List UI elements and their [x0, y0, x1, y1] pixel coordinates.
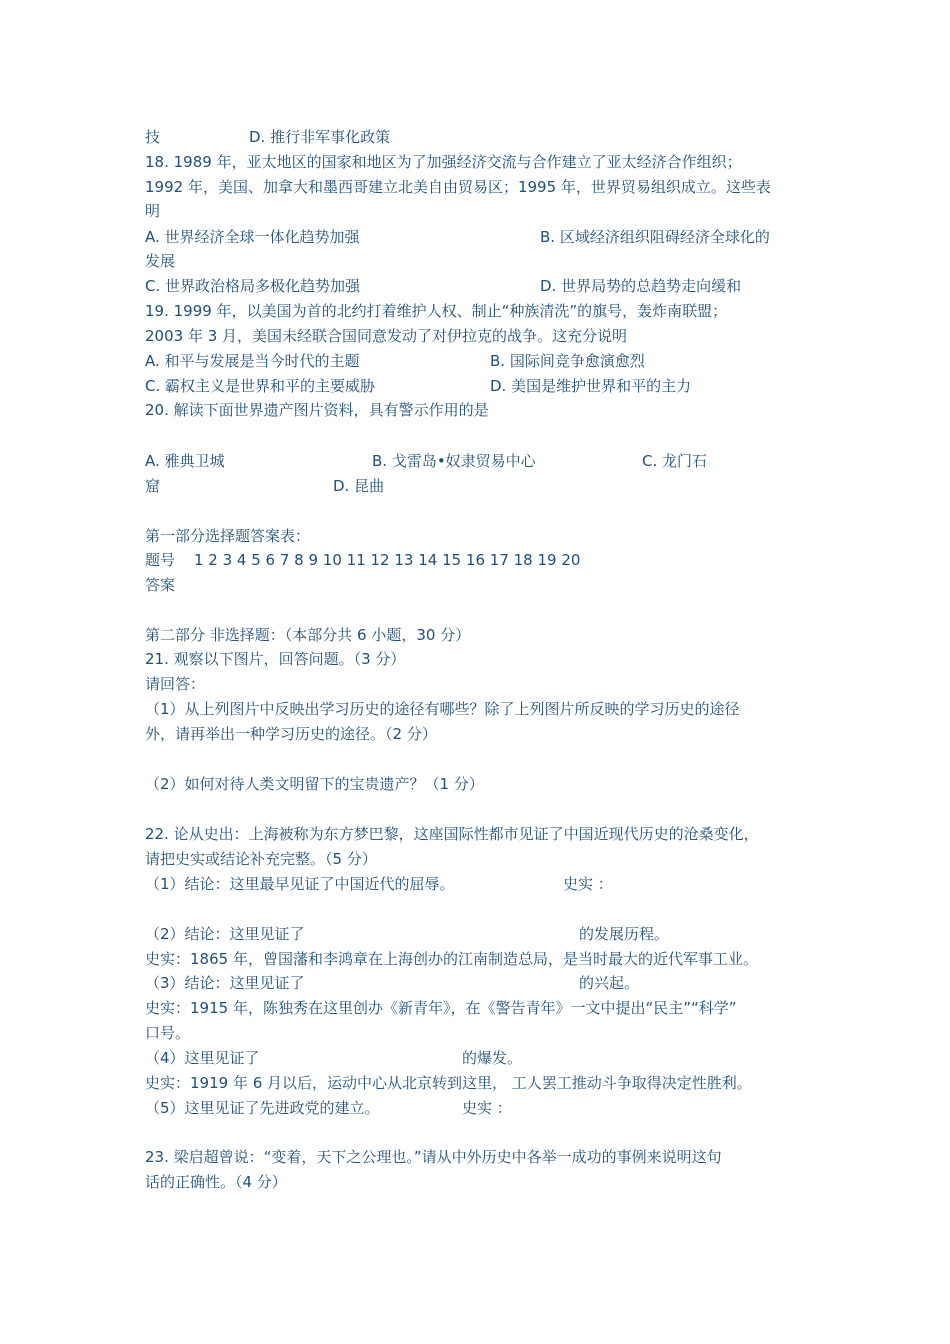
q23-stem-2: 话的正确性。（4 分） — [145, 1173, 287, 1191]
q22-sub4-conclusion-tail: 的爆发。 — [462, 1049, 523, 1067]
q20-stem: 20. 解读下面世界遗产图片资料，具有警示作用的是 — [145, 401, 489, 419]
answer-table-title: 第一部分选择题答案表： — [145, 527, 311, 545]
q19-option-a: A. 和平与发展是当今时代的主题 — [145, 352, 360, 370]
q17-option-d: D. 推行非军事化政策 — [249, 128, 391, 146]
q17-option-c-tail: 技 — [145, 128, 161, 146]
q19-option-d: D. 美国是维护世界和平的主力 — [490, 377, 692, 395]
q22-sub2-fact: 史实：1865 年，曾国藩和李鸿章在上海创办的江南制造总局，是当时最大的近代军事工业。 — [145, 950, 758, 968]
q22-sub3-fact: 史实：1915 年，陈独秀在这里创办《新青年》，在《警告青年》一文中提出“民主”“科学” — [145, 999, 737, 1017]
q21-ask: 请回答： — [145, 675, 206, 693]
q22-sub4-conclusion: （4）这里见证了 — [145, 1049, 260, 1067]
q22-sub4-fact: 史实：1919 年 6 月以后，运动中心从北京转到这里， 工人罢工推动斗争取得决定性胜利。 — [145, 1074, 752, 1092]
q19-option-b: B. 国际间竞争愈演愈烈 — [490, 352, 645, 370]
answer-numbers: 1 2 3 4 5 6 7 8 9 10 11 12 13 14 15 16 17 18 19 20 — [194, 551, 581, 569]
q19-stem-1: 19. 1999 年，以美国为首的北约打着维护人权、制止“种族清洗”的旗号，轰炸南联盟； — [145, 302, 728, 320]
q21-stem: 21. 观察以下图片，回答问题。（3 分） — [145, 650, 406, 668]
q23-stem-1: 23. 梁启超曾说：“变着，天下之公理也。”请从中外历史中各举一成功的事例来说明这句 — [145, 1148, 722, 1166]
q20-option-b: B. 戈雷岛•奴隶贸易中心 — [372, 452, 536, 470]
answer-number-label: 题号 — [145, 551, 176, 569]
q22-stem-1: 22. 论从史出：上海被称为东方梦巴黎，这座国际性都市见证了中国近现代历史的沧桑变化， — [145, 825, 759, 843]
q22-sub3-conclusion: （3）结论：这里见证了 — [145, 974, 305, 992]
q18-option-b: B. 区域经济组织阻碍经济全球化的 — [540, 228, 770, 246]
part-two-heading: 第二部分 非选择题：（本部分共 6 小题，30 分） — [145, 626, 471, 644]
q22-sub3-conclusion-tail: 的兴起。 — [579, 974, 640, 992]
q18-option-a: A. 世界经济全球一体化趋势加强 — [145, 228, 360, 246]
q21-sub2: （2）如何对待人类文明留下的宝贵遗产？（1 分） — [145, 775, 484, 793]
q22-sub5-conclusion: （5）这里见证了先进政党的建立。 — [145, 1099, 380, 1117]
q22-stem-2: 请把史实或结论补充完整。（5 分） — [145, 850, 377, 868]
q20-option-d: D. 昆曲 — [333, 477, 385, 495]
q22-sub2-conclusion-tail: 的发展历程。 — [579, 925, 670, 943]
q20-option-c: C. 龙门石 — [642, 452, 708, 470]
q22-sub2-conclusion: （2）结论：这里见证了 — [145, 925, 305, 943]
q18-option-d: D. 世界局势的总趋势走向缓和 — [540, 277, 742, 295]
q21-sub1-line1: （1）从上列图片中反映出学习历史的途径有哪些？除了上列图片所反映的学习历史的途径 — [145, 700, 740, 718]
q21-sub1-line2: 外，请再举出一种学习历史的途径。（2 分） — [145, 725, 437, 743]
q22-sub1-fact-label: 史实 ： — [563, 875, 613, 893]
q22-sub1-conclusion: （1）结论：这里最早见证了中国近代的屈辱。 — [145, 875, 455, 893]
q22-sub5-fact-label: 史实 ： — [462, 1099, 512, 1117]
q20-option-a: A. 雅典卫城 — [145, 452, 225, 470]
q20-option-c-tail: 窟 — [145, 477, 161, 495]
q22-sub3-fact-tail: 口号。 — [145, 1024, 191, 1042]
q18-stem-2: 1992 年，美国、加拿大和墨西哥建立北美自由贸易区；1995 年，世界贸易组织成立。这些表 — [145, 178, 771, 196]
q18-stem-1: 18. 1989 年，亚太地区的国家和地区为了加强经济交流与合作建立了亚太经济合作组织； — [145, 153, 742, 171]
q19-stem-2: 2003 年 3 月，美国未经联合国同意发动了对伊拉克的战争。这充分说明 — [145, 327, 628, 345]
q18-option-b-tail: 发展 — [145, 252, 176, 270]
q18-option-c: C. 世界政治格局多极化趋势加强 — [145, 277, 361, 295]
q18-stem-3: 明 — [145, 202, 161, 220]
q19-option-c: C. 霸权主义是世界和平的主要威胁 — [145, 377, 376, 395]
answer-table-row-answers: 答案 — [145, 576, 176, 594]
